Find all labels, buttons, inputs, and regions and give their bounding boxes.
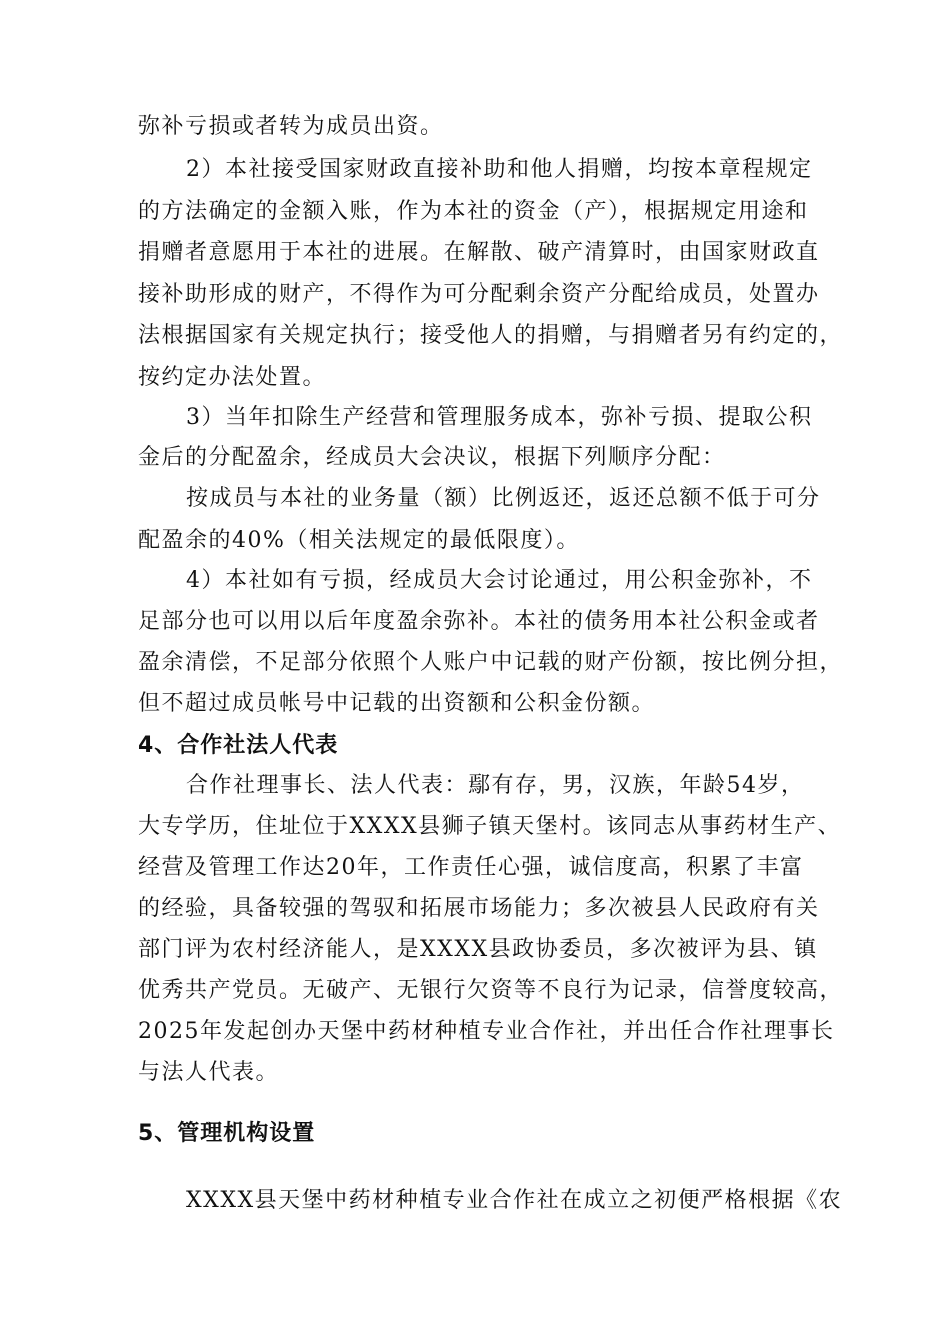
paragraph-line: 金后的分配盈余，经成员大会决议，根据下列顺序分配： bbox=[138, 445, 726, 470]
paragraph-line: 2025年发起创办天堡中药材种植专业合作社，并出任合作社理事长 bbox=[138, 1019, 835, 1044]
paragraph-line: 部门评为农村经济能人，是XXXX县政协委员，多次被评为县、镇 bbox=[138, 937, 818, 962]
paragraph-line: 捐赠者意愿用于本社的进展。在解散、破产清算时，由国家财政直 bbox=[138, 240, 820, 265]
paragraph-line: 配盈余的40%（相关法规定的最低限度）。 bbox=[138, 528, 580, 553]
paragraph-line: 合作社理事长、法人代表：鄢有存，男，汉族，年龄54岁， bbox=[186, 773, 805, 798]
paragraph-line: 盈余清偿，不足部分依照个人账户中记载的财产份额，按比例分担， bbox=[138, 650, 844, 675]
paragraph-line: 的方法确定的金额入账，作为本社的资金（产），根据规定用途和 bbox=[138, 199, 809, 224]
paragraph-line: 大专学历，住址位于XXXX县狮子镇天堡村。该同志从事药材生产、 bbox=[138, 814, 842, 839]
paragraph-line: 弥补亏损或者转为成员出资。 bbox=[138, 114, 444, 139]
paragraph-line: 4）本社如有亏损，经成员大会讨论通过，用公积金弥补，不 bbox=[186, 568, 813, 593]
section-heading-5: 5、管理机构设置 bbox=[138, 1121, 316, 1146]
paragraph-line: 但不超过成员帐号中记载的出资额和公积金份额。 bbox=[138, 691, 656, 716]
paragraph-line: 足部分也可以用以后年度盈余弥补。本社的债务用本社公积金或者 bbox=[138, 609, 820, 634]
paragraph-line: 优秀共产党员。无破产、无银行欠资等不良行为记录，信誉度较高， bbox=[138, 978, 844, 1003]
paragraph-line: 经营及管理工作达20年，工作责任心强，诚信度高，积累了丰富 bbox=[138, 855, 804, 880]
paragraph-line: 按成员与本社的业务量（额）比例返还，返还总额不低于可分 bbox=[186, 486, 821, 511]
paragraph-line: 按约定办法处置。 bbox=[138, 365, 327, 390]
paragraph-line: 3）当年扣除生产经营和管理服务成本，弥补亏损、提取公积 bbox=[186, 405, 813, 430]
paragraph-line: 接补助形成的财产，不得作为可分配剩余资产分配给成员，处置办 bbox=[138, 282, 820, 307]
paragraph-line: 法根据国家有关规定执行；接受他人的捐赠，与捐赠者另有约定的， bbox=[138, 323, 844, 348]
section-heading-4: 4、合作社法人代表 bbox=[138, 733, 339, 758]
paragraph-line: 的经验，具备较强的驾驭和拓展市场能力；多次被县人民政府有关 bbox=[138, 896, 820, 921]
paragraph-line: XXXX县天堡中药材种植专业合作社在成立之初便严格根据《农 bbox=[186, 1188, 843, 1213]
paragraph-line: 与法人代表。 bbox=[138, 1060, 280, 1085]
paragraph-line: 2）本社接受国家财政直接补助和他人捐赠，均按本章程规定 bbox=[186, 157, 813, 182]
